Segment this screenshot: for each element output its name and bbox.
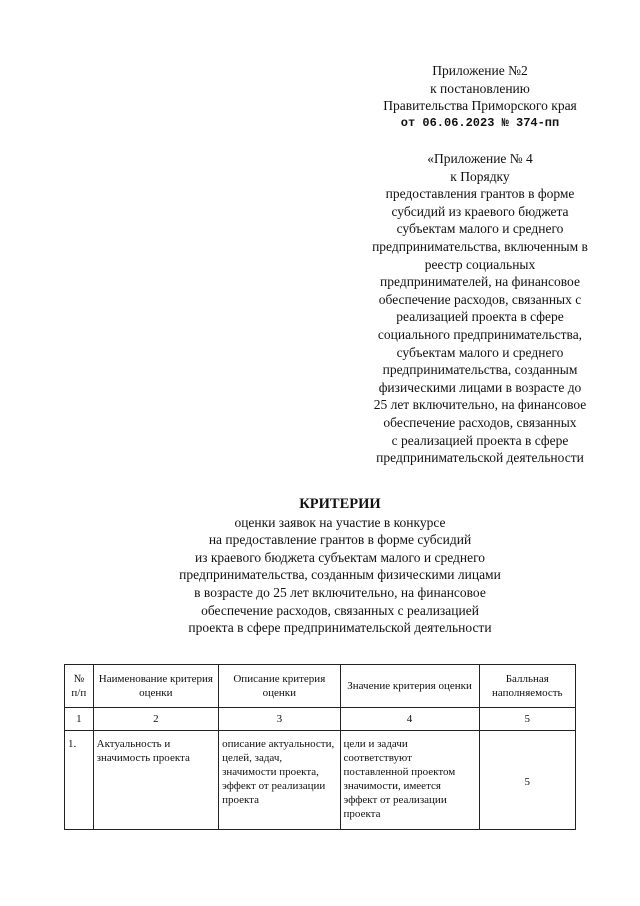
- order-line: предпринимательства, включенным в: [372, 238, 588, 254]
- header-criterion-name: Наименование критерия оценки: [93, 665, 218, 708]
- column-number: 1: [65, 708, 94, 731]
- order-line: с реализацией проекта в сфере: [391, 432, 569, 448]
- criteria-line: обеспечение расходов, связанных с реализацией: [201, 602, 479, 618]
- table-row: [65, 731, 576, 830]
- header-criterion-value: Значение критерия оценки: [340, 665, 479, 708]
- order-line: социального предпринимательства,: [377, 326, 583, 342]
- column-number: 3: [219, 708, 340, 731]
- criteria-line: на предоставление грантов в форме субсидий: [208, 532, 472, 548]
- order-block: [352, 150, 608, 467]
- column-number-row: [65, 708, 576, 731]
- order-line: обеспечение расходов, связанных с: [378, 291, 582, 307]
- table-header-row: [65, 665, 576, 708]
- header-number: № п/п: [65, 665, 94, 708]
- order-line: предпринимателей, на финансовое: [380, 274, 580, 290]
- order-line: субъектам малого и среднего: [396, 221, 564, 237]
- header-score: Балльная наполняемость: [479, 665, 575, 708]
- row-criterion-value: цели и задачи соответствуют поставленной проектом значимости, имеется эффект от реализации проекта: [340, 731, 479, 830]
- criteria-line: предпринимательства, созданным физическими лицами: [179, 567, 501, 583]
- appendix-date-number: от 06.06.2023 № 374-пп: [400, 115, 560, 130]
- order-line: реализацией проекта в сфере: [396, 309, 564, 325]
- order-line: физическими лицами в возрасте до: [378, 379, 582, 395]
- order-line: предоставления грантов в форме: [385, 186, 575, 202]
- row-criterion-description: описание актуальности, целей, задач, значимости проекта, эффект от реализации проекта: [219, 731, 340, 830]
- criteria-line: проекта в сфере предпринимательской деятельности: [188, 620, 492, 636]
- row-number: 1.: [65, 731, 94, 830]
- order-line: «Приложение № 4: [427, 151, 533, 166]
- order-line: субсидий из краевого бюджета: [391, 203, 569, 219]
- appendix-title: Приложение №2: [432, 63, 528, 78]
- column-number: 4: [340, 708, 479, 731]
- column-number: 5: [479, 708, 575, 731]
- column-number: 2: [93, 708, 218, 731]
- order-line: предпринимательской деятельности: [376, 450, 584, 466]
- order-line: 25 лет включительно, на финансовое: [373, 397, 587, 413]
- order-line: субъектам малого и среднего: [396, 344, 564, 360]
- criteria-heading: КРИТЕРИИ: [299, 496, 381, 512]
- order-line: предпринимательства, созданным: [382, 362, 578, 378]
- row-criterion-name: Актуальность и значимость проекта: [93, 731, 218, 830]
- appendix-block: [360, 62, 600, 132]
- row-score: 5: [479, 731, 575, 830]
- criteria-line: оценки заявок на участие в конкурсе: [234, 514, 446, 530]
- order-line: реестр социальных: [424, 256, 536, 272]
- order-line: к Порядку: [450, 168, 510, 184]
- criteria-line: из краевого бюджета субъектам малого и среднего: [194, 549, 486, 565]
- criteria-title-block: [100, 496, 580, 637]
- appendix-line-2: к постановлению: [430, 80, 530, 96]
- appendix-line-3: Правительства Приморского края: [383, 98, 577, 113]
- criteria-table: [64, 664, 576, 830]
- header-criterion-description: Описание критерия оценки: [219, 665, 340, 708]
- order-line: обеспечение расходов, связанных: [383, 414, 577, 430]
- criteria-line: в возрасте до 25 лет включительно, на финансовое: [194, 584, 486, 600]
